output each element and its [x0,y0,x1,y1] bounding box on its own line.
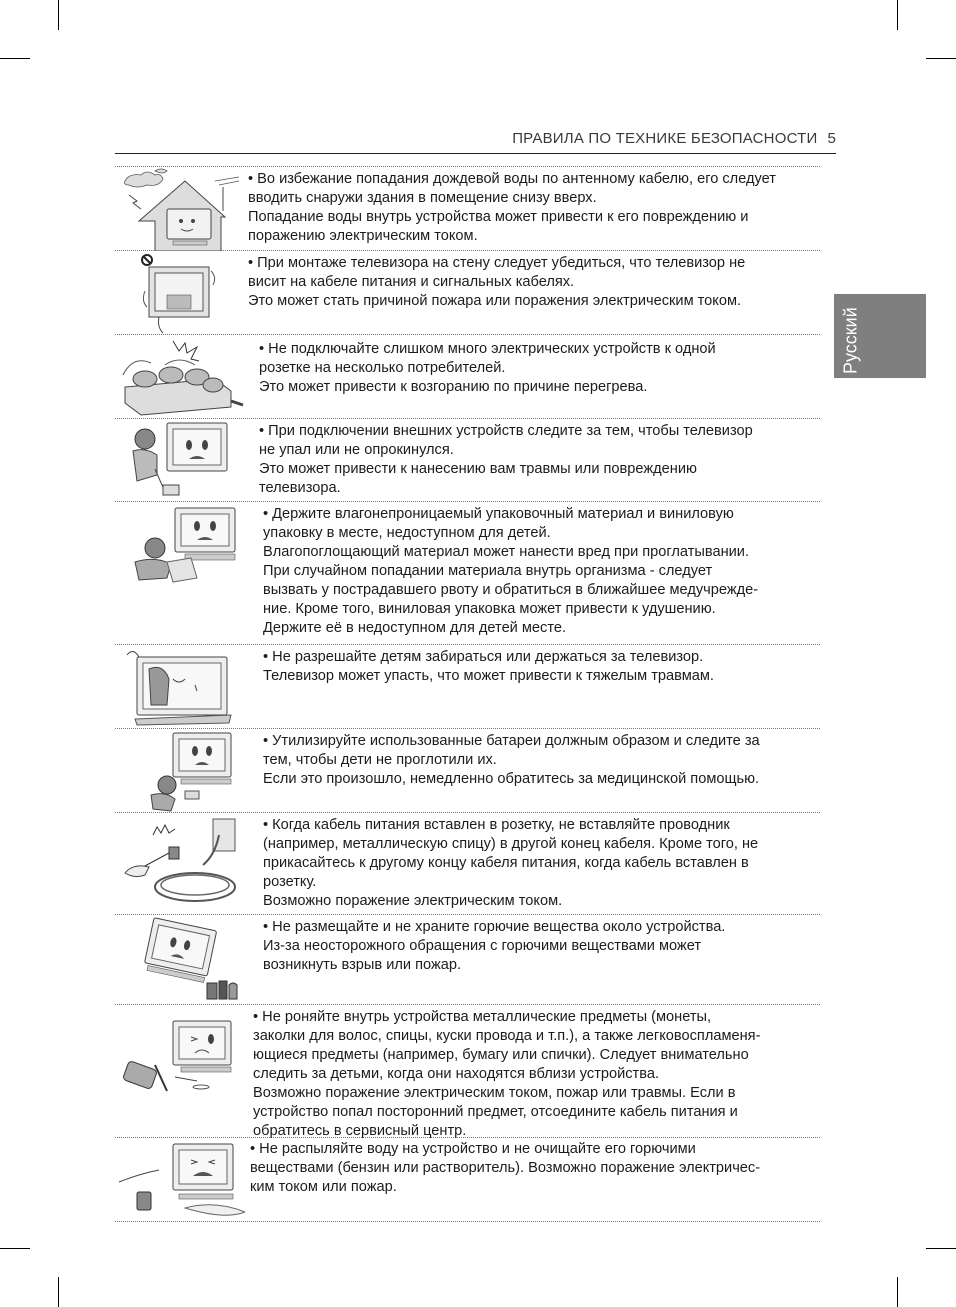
warning-item [115,1005,820,1138]
page-number: 5 [827,130,836,147]
safety-warnings-list [115,166,820,1222]
spray-water-cleaner-icon [115,1138,245,1221]
warning-text: • Не роняйте внутрь устройства металлические предметы (монеты, заколки для волос, спицы, куски провода и т.п.), а также легковоспламеня- ющиеся предметы (например, бумагу или спички). Следует внимательно следить за детьми, когда они находятся вблизи устройства. Возможно поражение электрическим током, пожар или травмы. Если в устройство попал посторонний предмет, отсоедините кабель питания и обратитесь в сервисный центр. [253,1009,761,1139]
metal-objects-tv-icon [115,1005,245,1137]
child-packaging-icon [115,502,245,644]
child-climbing-tv-icon [115,645,245,728]
crop-mark [926,58,956,59]
page-title: ПРАВИЛА ПО ТЕХНИКЕ БЕЗОПАСНОСТИ [512,130,818,147]
warning-item [115,729,820,813]
crop-mark [58,0,59,30]
warning-text: • Не подключайте слишком много электрических устройств к одной розетке на несколько потребителей. Это может привести к возгоранию по причине перегрева. [259,341,716,395]
overloaded-power-strip-icon [115,335,245,418]
crop-mark [0,1248,30,1249]
language-tab-label: Русский [840,307,861,374]
warning-item [115,813,820,915]
warning-item [115,167,820,251]
warning-text: • Когда кабель питания вставлен в розетку, не вставляйте проводник (например, металлическую спицу) в другой конец кабеля. Кроме того, не прикасайтесь к другому концу кабеля питания, когда кабель вставлен в розетку. Возможно поражение электрическим током. [263,817,759,909]
warning-item [115,915,820,1005]
warning-item [115,251,820,335]
warning-text: • При монтаже телевизора на стену следует убедиться, что телевизор не висит на кабеле питания и сигнальных кабелях. Это может стать причиной пожара или поражения электрическим током. [248,255,746,309]
crop-mark [897,0,898,30]
crop-mark [926,1248,956,1249]
language-tab [834,294,926,378]
warning-text: • Не размещайте и не храните горючие вещества около устройства. Из-за неосторожного обращения с горючими веществами может возникнуть взрыв или пожар. [263,919,726,973]
warning-item [115,502,820,645]
crop-mark [0,58,30,59]
warning-text: • Во избежание попадания дождевой воды по антенному кабелю, его следует вводить снаружи здания в помещение снизу вверх. Попадание воды внутрь устройства может привести к его повреждению и поражению электрическим током. [248,171,776,244]
warning-text: • При подключении внешних устройств следите за тем, чтобы телевизор не упал или не опрокинулся. Это может привести к нанесению вам травмы или повреждению телевизора. [259,423,753,496]
warning-text: • Утилизируйте использованные батареи должным образом и следите за тем, чтобы дети не проглотили их. Если это произошло, немедленно обратитесь за медицинской помощью. [263,733,760,787]
warning-item [115,1138,820,1222]
house-antenna-rain-icon [115,167,245,250]
tv-tipping-child-icon [115,419,245,501]
crop-mark [897,1277,898,1307]
warning-item [115,335,820,419]
warning-text: • Не разрешайте детям забираться или держаться за телевизор. Телевизор может упасть, что может привести к тяжелым травмам. [263,649,714,684]
child-swallowing-battery-icon [115,729,245,812]
warning-item [115,419,820,502]
warning-text: • Держите влагонепроницаемый упаковочный материал и виниловую упаковку в месте, недоступном для детей. Влагопоглощающий материал может нанести вред при проглатывании. При случайном попадании материала внутрь организма - следует вызвать у пострадавшего рвоту и обратиться в ближайшее медучрежде- ние. Кроме того, виниловая упаковка может привести к удушению. Держите её в недоступном для детей месте. [263,506,759,636]
flammable-substances-icon [115,915,245,1004]
wall-mount-cable-prohibited-icon [115,251,245,334]
power-cable-metal-object-icon [115,813,245,914]
warning-item [115,645,820,729]
warning-text: • Не распыляйте воду на устройство и не очищайте его горючими веществами (бензин или растворитель). Возможно поражение электричес- ким током или пожар. [250,1141,761,1195]
page-header [115,130,836,154]
crop-mark [58,1277,59,1307]
